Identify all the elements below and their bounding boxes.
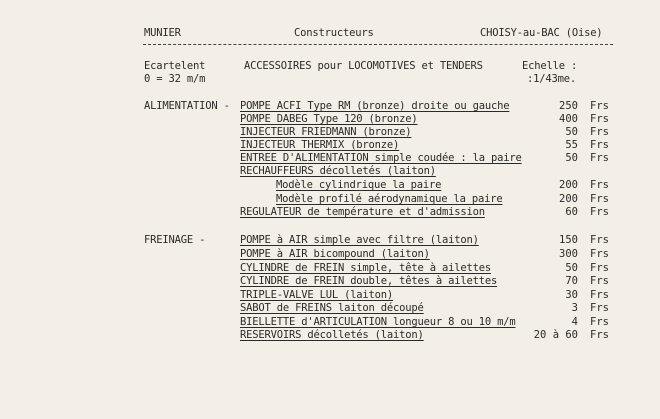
item-unit: Frs bbox=[590, 126, 609, 138]
list-item: CYLINDRE de FREIN simple, tête à ailettes bbox=[240, 262, 491, 274]
item-unit: Frs bbox=[590, 316, 609, 328]
item-price: 50 bbox=[565, 262, 578, 274]
list-item: RESERVOIRS décolletés (laiton) bbox=[240, 329, 424, 341]
list-item: INJECTEUR THERMIX (bronze) bbox=[240, 139, 400, 151]
list-item: RECHAUFFEURS décolletés (laiton) bbox=[240, 165, 436, 177]
item-price: 4 bbox=[571, 316, 578, 328]
item-price: 150 bbox=[559, 234, 578, 246]
list-item: Modèle cylindrique la paire bbox=[276, 179, 442, 191]
company-role: Constructeurs bbox=[294, 27, 374, 39]
scale-value: :1/43me. bbox=[527, 73, 576, 85]
item-unit: Frs bbox=[590, 179, 609, 191]
item-price: 30 bbox=[565, 289, 578, 301]
item-unit: Frs bbox=[590, 329, 609, 341]
section-label-freinage: FREINAGE - bbox=[144, 234, 206, 246]
item-unit: Frs bbox=[590, 152, 609, 164]
item-price: 55 bbox=[565, 139, 578, 151]
item-unit: Frs bbox=[590, 113, 609, 125]
list-item: POMPE à AIR bicompound (laiton) bbox=[240, 248, 430, 260]
item-price: 250 bbox=[559, 100, 578, 112]
list-item: INJECTEUR FRIEDMANN (bronze) bbox=[240, 126, 412, 138]
list-item: SABOT de FREINS laiton découpé bbox=[240, 302, 424, 314]
item-price: 200 bbox=[559, 179, 578, 191]
item-unit: Frs bbox=[590, 234, 609, 246]
company-name: MUNIER bbox=[144, 27, 181, 39]
item-price: 400 bbox=[559, 113, 578, 125]
gauge-label: Ecartelent bbox=[144, 60, 206, 72]
item-price: 70 bbox=[565, 275, 578, 287]
item-price: 200 bbox=[559, 193, 578, 205]
item-price: 50 bbox=[565, 152, 578, 164]
list-item: ENTREE D'ALIMENTATION simple coudée : la paire bbox=[240, 152, 522, 164]
section-label-alimentation: ALIMENTATION - bbox=[144, 100, 230, 112]
item-price: 3 bbox=[571, 302, 578, 314]
item-unit: Frs bbox=[590, 193, 609, 205]
list-item: POMPE DABEG Type 120 (bronze) bbox=[240, 113, 418, 125]
item-unit: Frs bbox=[590, 289, 609, 301]
list-item: POMPE à AIR simple avec filtre (laiton) bbox=[240, 234, 479, 246]
item-unit: Frs bbox=[590, 100, 609, 112]
item-unit: Frs bbox=[590, 139, 609, 151]
item-unit: Frs bbox=[590, 248, 609, 260]
list-item: Modèle profilé aérodynamique la paire bbox=[276, 193, 503, 205]
item-price: 20 à 60 bbox=[533, 329, 578, 341]
item-unit: Frs bbox=[590, 302, 609, 314]
list-item: REGULATEUR de température et d'admission bbox=[240, 206, 485, 218]
item-unit: Frs bbox=[590, 206, 609, 218]
item-unit: Frs bbox=[590, 275, 609, 287]
item-price: 50 bbox=[565, 126, 578, 138]
list-item: BIELLETTE d'ARTICULATION longueur 8 ou 10 m/m bbox=[240, 316, 516, 328]
list-item: POMPE ACFI Type RM (bronze) droite ou gauche bbox=[240, 100, 510, 112]
header-divider bbox=[143, 44, 613, 45]
company-location: CHOISY-au-BAC (Oise) bbox=[480, 27, 603, 39]
list-item: TRIPLE-VALVE LUL (laiton) bbox=[240, 289, 394, 301]
list-item: CYLINDRE de FREIN double, têtes à ailettes bbox=[240, 275, 498, 287]
item-price: 300 bbox=[559, 248, 578, 260]
gauge-value: 0 = 32 m/m bbox=[144, 73, 206, 85]
item-unit: Frs bbox=[590, 262, 609, 274]
scale-label: Echelle : bbox=[522, 60, 578, 72]
item-price: 60 bbox=[565, 206, 578, 218]
catalog-title: ACCESSOIRES pour LOCOMOTIVES et TENDERS bbox=[244, 60, 483, 72]
